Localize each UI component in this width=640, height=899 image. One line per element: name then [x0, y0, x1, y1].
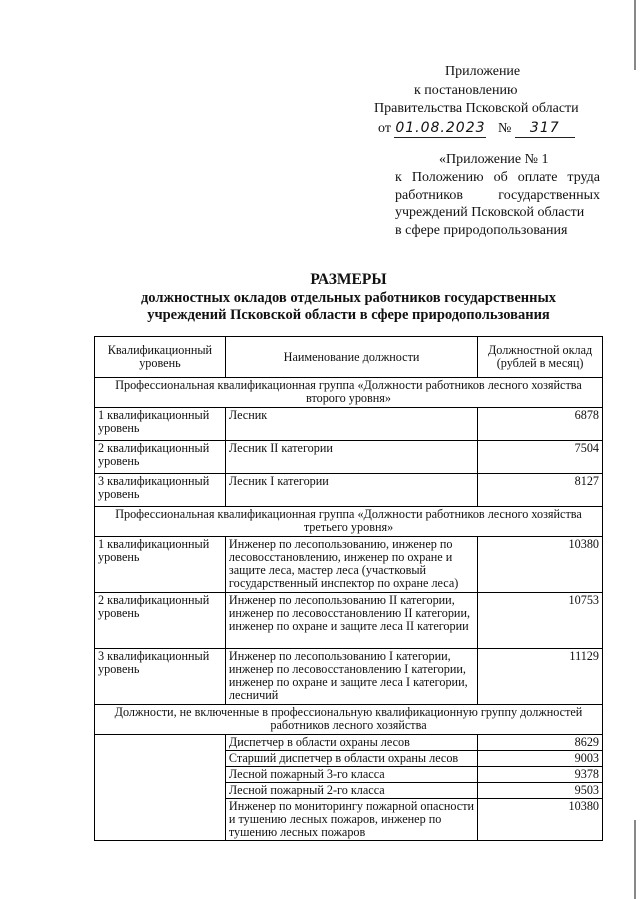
position-cell: Инженер по лесопользованию I категории, инженер по лесовосстановлению I категории, инженер по охране и защите леса I категории, лесничий: [225, 649, 477, 705]
annex-line-1: «Приложение № 1: [439, 152, 549, 167]
position-cell: Лесник I категории: [225, 474, 477, 507]
level-cell: 1 квалификационный уровень: [95, 537, 226, 593]
group-row: [95, 507, 603, 537]
level-cell: 2 квалификационный уровень: [95, 441, 226, 474]
annex-line-5: в сфере природопользования: [395, 223, 568, 238]
document-subtitle-1: должностных окладов отдельных работников государственных: [140, 290, 557, 306]
header-date-line: [378, 119, 575, 138]
group-row: [95, 705, 603, 735]
annex-line-3: работников государственных: [395, 188, 600, 203]
salary-cell: 6878: [478, 408, 603, 441]
position-cell: Диспетчер в области охраны лесов: [225, 735, 477, 751]
salary-cell: 7504: [478, 441, 603, 474]
salary-cell: 9503: [478, 783, 603, 799]
salary-cell: 8127: [478, 474, 603, 507]
salary-table: [94, 336, 603, 841]
number-handwritten: 317: [515, 119, 575, 138]
position-cell: Лесной пожарный 2-го класса: [225, 783, 477, 799]
scan-edge-bottom: [634, 820, 636, 899]
column-header-position: Наименование должности: [225, 337, 477, 378]
level-cell-empty: [95, 735, 226, 841]
salary-cell: 8629: [478, 735, 603, 751]
number-label: №: [497, 121, 512, 136]
from-label: от: [378, 121, 391, 136]
group-title-2: Профессиональная квалификационная группа «Должности работников лесного хозяйства третьего уровня»: [95, 507, 603, 537]
group-row: [95, 378, 603, 408]
column-header-salary: Должностной оклад (рублей в месяц): [478, 337, 603, 378]
table-row: [95, 474, 603, 507]
group-title-3: Должности, не включенные в профессиональную квалификационную группу должностей работников лесного хозяйства: [95, 705, 603, 735]
document-subtitle-2: учреждений Псковской области в сфере природопользования: [147, 307, 550, 323]
position-cell: Лесник: [225, 408, 477, 441]
position-cell: Старший диспетчер в области охраны лесов: [225, 751, 477, 767]
salary-cell: 9003: [478, 751, 603, 767]
position-cell: Лесник II категории: [225, 441, 477, 474]
level-cell: 2 квалификационный уровень: [95, 593, 226, 649]
salary-cell: 10753: [478, 593, 603, 649]
document-title: РАЗМЕРЫ: [310, 271, 387, 288]
position-cell: Инженер по лесопользованию, инженер по лесовосстановлению, инженер по охране и защите леса, мастер леса (участковый государственный инспектор по охране леса): [225, 537, 477, 593]
salary-cell: 9378: [478, 767, 603, 783]
level-cell: 3 квалификационный уровень: [95, 474, 226, 507]
header-line-2: к постановлению: [414, 83, 518, 98]
date-handwritten: 01.08.2023: [395, 120, 486, 136]
table-row: [95, 593, 603, 649]
scan-edge-top: [634, 0, 636, 70]
table-row: [95, 537, 603, 593]
header-line-3: Правительства Псковской области: [374, 101, 579, 116]
table-row: [95, 735, 603, 751]
table-header-row: [95, 337, 603, 378]
salary-cell: 11129: [478, 649, 603, 705]
position-cell: Инженер по лесопользованию II категории, инженер по лесовосстановлению II категории, инженер по охране и защите леса II категории: [225, 593, 477, 649]
header-line-1: Приложение: [445, 64, 521, 79]
table-row: [95, 408, 603, 441]
level-cell: 1 квалификационный уровень: [95, 408, 226, 441]
salary-cell: 10380: [478, 537, 603, 593]
table-row: [95, 441, 603, 474]
annex-line-4: учреждений Псковской области: [395, 205, 585, 220]
salary-cell: 10380: [478, 799, 603, 841]
group-title-1: Профессиональная квалификационная группа «Должности работников лесного хозяйства второго уровня»: [95, 378, 603, 408]
position-cell: Инженер по мониторингу пожарной опасности и тушению лесных пожаров, инженер по тушению лесных пожаров: [225, 799, 477, 841]
position-cell: Лесной пожарный 3-го класса: [225, 767, 477, 783]
column-header-level: Квалификационный уровень: [95, 337, 226, 378]
level-cell: 3 квалификационный уровень: [95, 649, 226, 705]
annex-line-2: к Положению об оплате труда: [395, 170, 600, 185]
table-row: [95, 649, 603, 705]
